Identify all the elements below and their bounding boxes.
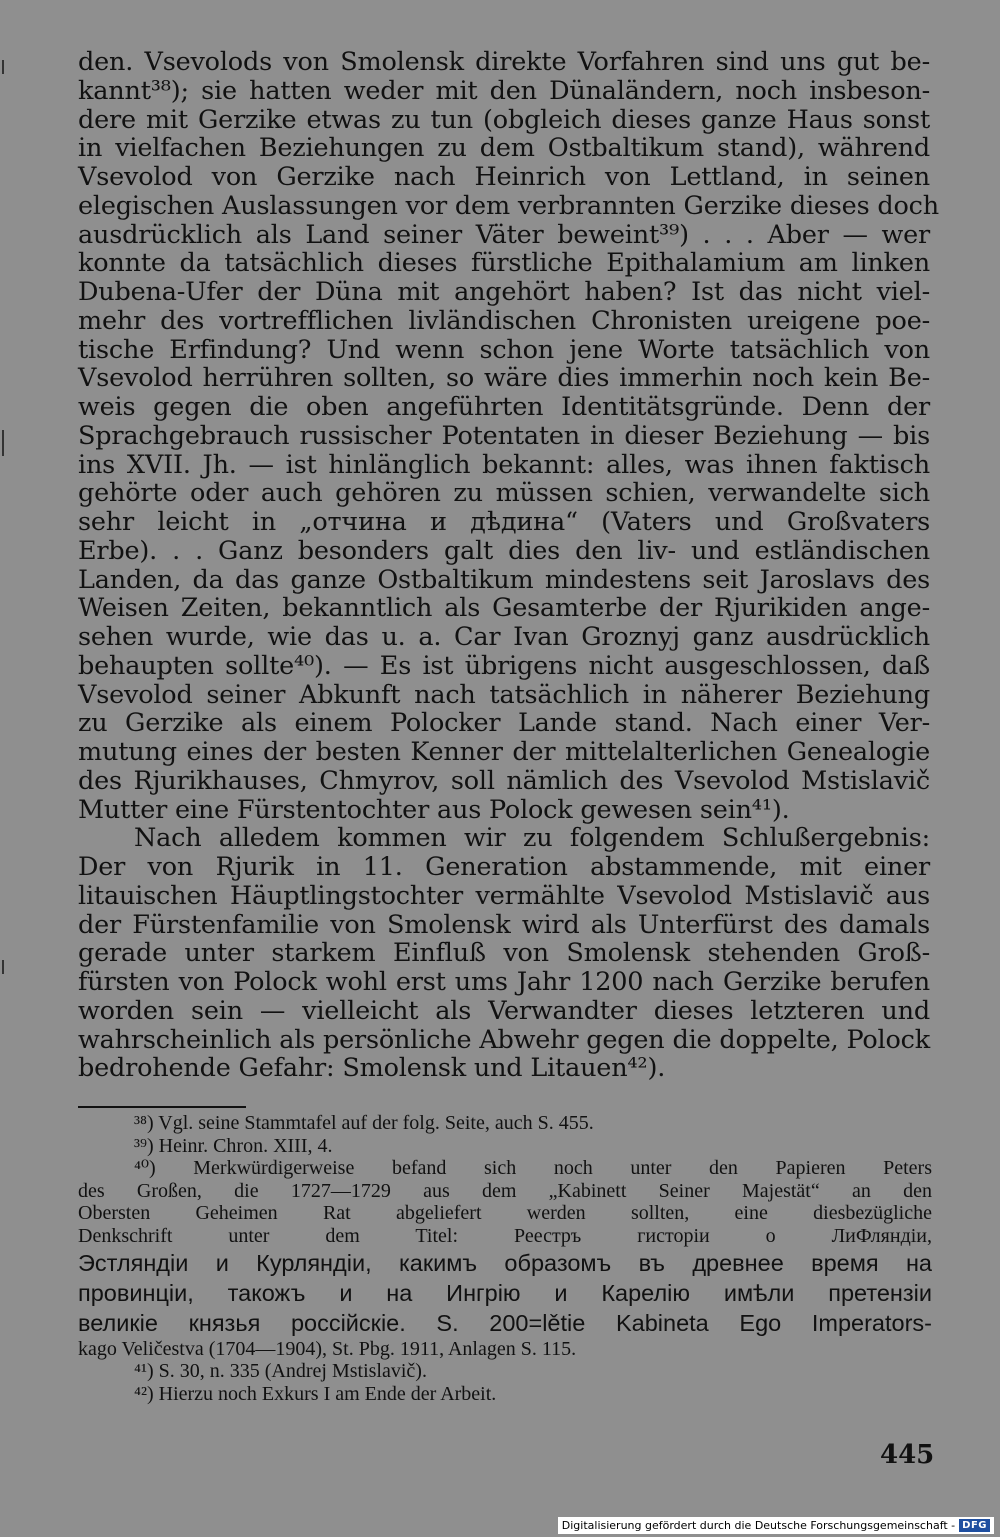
- text-line: zu Gerzike als einem Polocker Lande stand. Nach einer Ver-: [78, 708, 930, 739]
- text-line: mutung eines der besten Kenner der mittelalterlichen Genealogie: [78, 737, 930, 767]
- text-line: des Rjurikhauses, Chmyrov, soll nämlich des Vsevolod Mstislavič: [78, 765, 930, 796]
- text-line: ins XVII. Jh. — ist hinlänglich bekannt: alles, was ihnen faktisch: [78, 449, 930, 480]
- footnotes: [78, 1112, 932, 1405]
- footnote-line: ³⁸) Vgl. seine Stammtafel auf der folg. Seite, auch S. 455.: [134, 1112, 594, 1134]
- footnote-line: ⁴¹) S. 30, n. 335 (Andrej Mstislavič).: [134, 1360, 427, 1383]
- text-line: dere mit Gerzike etwas zu tun (obgleich dieses ganze Haus sonst: [78, 104, 930, 135]
- footnote-line: ⁴⁰) Merkwürdigerweise befand sich noch unter den Papieren Peters: [134, 1157, 932, 1180]
- digitization-credit: [558, 1517, 994, 1534]
- text-line: elegischen Auslassungen vor dem verbrannten Gerzike dieses doch: [78, 190, 939, 221]
- footnote-line: Denkschrift unter dem Titel: Реестръ гисторіи о ЛиФляндіи,: [78, 1224, 932, 1247]
- text-line: in vielfachen Beziehungen zu dem Ostbaltikum stand), während: [78, 133, 930, 164]
- footnote-line: Obersten Geheimen Rat abgeliefert werden sollten, eine diesbezügliche: [78, 1202, 932, 1225]
- text-line: gehörte oder auch gehören zu müssen schien, verwandelte sich: [78, 478, 930, 509]
- footnote-line: kago Veličestva (1704—1904), St. Pbg. 1911, Anlagen S. 115.: [78, 1337, 577, 1360]
- body-text: [78, 47, 939, 1084]
- text-line: wahrscheinlich als persönliche Abwehr gegen die doppelte, Polock: [78, 1024, 930, 1055]
- text-line: der Fürstenfamilie von Smolensk wird als Unterfürst des damals: [78, 909, 930, 940]
- text-line: kannt³⁸); sie hatten weder mit den Dünaländern, noch insbeson-: [78, 75, 930, 106]
- text-line: konnte da tatsächlich dieses fürstliche Epithalamium am linken: [78, 248, 930, 279]
- scan-edge-mark: [2, 430, 4, 456]
- text-line: mehr des vortrefflichen livländischen Chronisten ureigene poe-: [78, 305, 930, 336]
- dfg-logo-icon: DFG: [959, 1519, 990, 1532]
- text-line: Erbe). . . Ganz besonders galt dies den liv- und estländischen: [78, 535, 930, 566]
- text-line: worden sein — vielleicht als Verwandter dieses letzteren und: [78, 995, 930, 1026]
- text-line: Vsevolod von Gerzike nach Heinrich von Lettland, in seinen: [78, 162, 930, 192]
- text-line: Dubena-Ufer der Düna mit angehört haben? Ist das nicht viel-: [78, 277, 930, 307]
- text-line: sehen wurde, wie das u. a. Car Ivan Groznyj ganz ausdrücklich: [78, 622, 930, 652]
- text-line: Mutter eine Fürstentochter aus Polock gewesen sein⁴¹).: [78, 794, 790, 825]
- scan-edge-mark: [2, 60, 4, 74]
- footnote-line: des Großen, die 1727—1729 aus dem „Kabinett Seiner Majestät“ an den: [78, 1179, 932, 1202]
- text-line: Sprachgebrauch russischer Potentaten in dieser Beziehung — bis: [78, 420, 930, 451]
- text-line: Landen, da das ganze Ostbaltikum mindestens seit Jaroslavs des: [78, 564, 930, 595]
- footnote-separator: [78, 1106, 246, 1108]
- footnote-line: провинціи, такожъ и на Ингрію и Карелію имѣли претензіи: [78, 1279, 932, 1306]
- text-line: gerade unter starkem Einfluß von Smolensk stehenden Groß-: [78, 938, 930, 969]
- footnote-line: великіе князья россійскіе. S. 200=lětie Kabineta Ego Imperators-: [78, 1309, 932, 1336]
- text-line: litauischen Häuptlingstochter vermählte Vsevolod Mstislavič aus: [78, 880, 930, 911]
- scan-edge-mark: [2, 960, 4, 974]
- text-line: ausdrücklich als Land seiner Väter beweint³⁹) . . . Aber — wer: [78, 219, 930, 250]
- text-line: sehr leicht in „отчина и дѣдина“ (Vaters und Großvaters: [78, 507, 930, 537]
- text-line: tische Erfindung? Und wenn schon jene Worte tatsächlich von: [78, 334, 930, 365]
- text-line: Weisen Zeiten, bekanntlich als Gesamterbe der Rjurikiden ange-: [78, 593, 930, 624]
- text-line: bedrohende Gefahr: Smolensk und Litauen⁴²).: [78, 1053, 666, 1084]
- text-line: Vsevolod herrühren sollten, so wäre dies immerhin noch kein Be-: [78, 363, 930, 394]
- footnote-line: ³⁹) Heinr. Chron. XIII, 4.: [134, 1134, 333, 1157]
- text-line: behaupten sollte⁴⁰). — Es ist übrigens nicht ausgeschlossen, daß: [78, 650, 930, 681]
- text-line: fürsten von Polock wohl erst ums Jahr 1200 nach Gerzike berufen: [78, 967, 930, 997]
- footnote-line: ⁴²) Hierzu noch Exkurs I am Ende der Arbeit.: [134, 1382, 497, 1405]
- footnote-line: Эстляндіи и Курляндіи, какимъ образомъ въ древнее время на: [78, 1249, 932, 1276]
- main-text-block: [78, 47, 939, 1084]
- text-line: den. Vsevolods von Smolensk direkte Vorfahren sind uns gut be-: [78, 47, 930, 77]
- credit-text: Digitalisierung gefördert durch die Deutsche Forschungsgemeinschaft -: [561, 1519, 956, 1532]
- text-line: Nach alledem kommen wir zu folgendem Schlußergebnis:: [134, 823, 930, 854]
- page-number: 445: [880, 1440, 935, 1470]
- text-line: weis gegen die oben angeführten Identitätsgründe. Denn der: [78, 392, 930, 422]
- text-line: Vsevolod seiner Abkunft nach tatsächlich in näherer Beziehung: [78, 679, 930, 710]
- text-line: Der von Rjurik in 11. Generation abstammende, mit einer: [78, 852, 930, 882]
